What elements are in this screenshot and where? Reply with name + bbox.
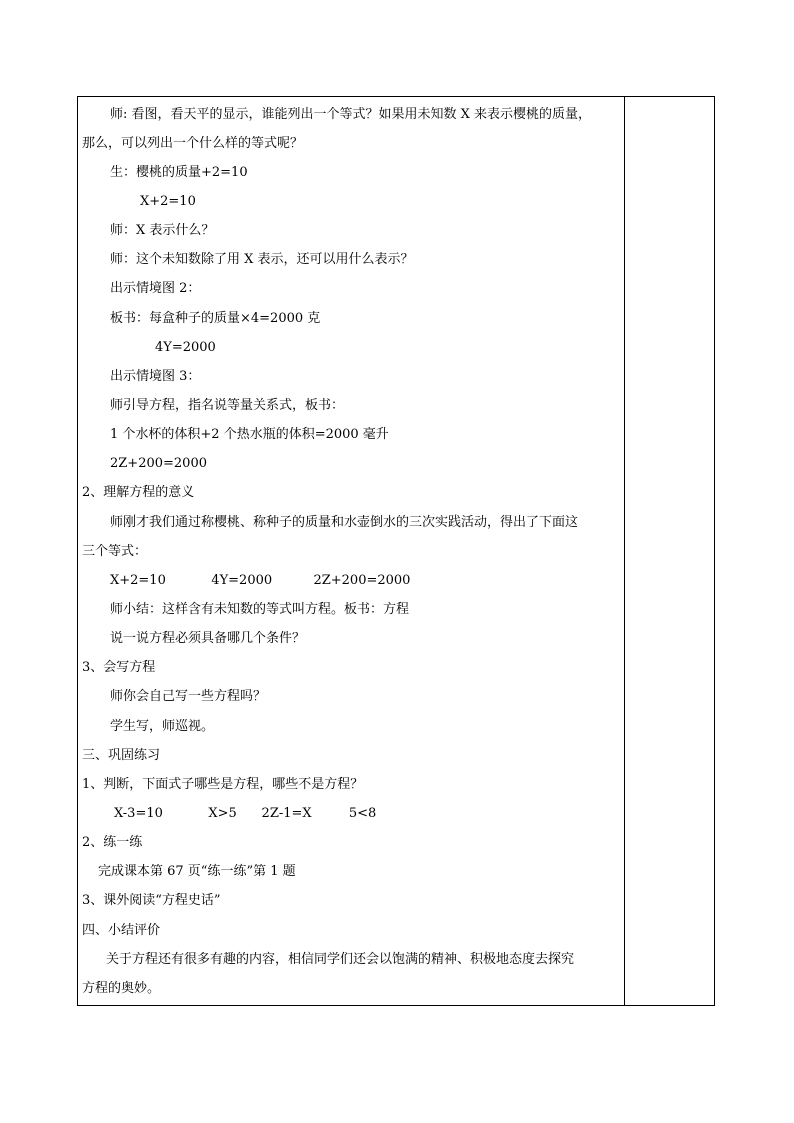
text-line: 师刚才我们通过称樱桃、称种子的质量和水壶倒水的三次实践活动，得出了下面这 xyxy=(110,515,579,530)
text-line: 方程的奥妙。 xyxy=(82,981,161,996)
section-heading: 3、会写方程 xyxy=(82,660,156,675)
text-line: 板书：每盒种子的质量×4=2000 克 xyxy=(110,311,321,326)
text-line: 1 个水杯的体积+2 个热水瓶的体积=2000 毫升 xyxy=(110,427,389,442)
text-line: 出示情境图 3： xyxy=(110,369,201,384)
section-heading: 3、课外阅读“方程史话” xyxy=(82,893,221,908)
text-line: 师：这个未知数除了用 X 表示，还可以用什么表示？ xyxy=(110,252,414,267)
section-heading: 2、理解方程的意义 xyxy=(82,485,195,500)
text-line: X-3=10 X>5 2Z-1=X 5<8 xyxy=(114,806,377,821)
text-line: 师: 看图，看天平的显示，谁能列出一个等式？如果用未知数 X 来表示樱桃的质量， xyxy=(110,107,592,122)
text-line: 说一说方程必须具备哪几个条件？ xyxy=(110,631,306,646)
text-line: 三个等式： xyxy=(82,544,148,559)
section-heading: 四、小结评价 xyxy=(82,923,161,938)
text-line: 出示情境图 2： xyxy=(110,281,201,296)
text-line: 师：X 表示什么？ xyxy=(110,223,215,238)
text-line: X+2=10 4Y=2000 2Z+200=2000 xyxy=(110,573,411,588)
text-line: 完成课本第 67 页“练一练”第 1 题 xyxy=(98,864,296,879)
text-line: 那么，可以列出一个什么样的等式呢？ xyxy=(82,136,304,151)
text-line: X+2=10 xyxy=(140,194,196,209)
column-divider xyxy=(624,97,625,1005)
text-line: 生：樱桃的质量+2=10 xyxy=(110,165,248,180)
section-heading: 2、练一练 xyxy=(82,835,143,850)
text-line: 4Y=2000 xyxy=(155,340,216,355)
text-line: 学生写，师巡视。 xyxy=(110,719,215,734)
text-line: 师引导方程，指名说等量关系式，板书： xyxy=(110,398,345,413)
text-line: 师小结：这样含有未知数的等式叫方程。板书：方程 xyxy=(110,602,410,617)
text-line: 师你会自己写一些方程吗？ xyxy=(110,689,267,704)
section-heading: 三、巩固练习 xyxy=(82,748,161,763)
text-line: 2Z+200=2000 xyxy=(110,456,207,471)
lesson-table xyxy=(77,96,715,1006)
section-heading: 1、判断，下面式子哪些是方程，哪些不是方程？ xyxy=(82,777,364,792)
text-line: 关于方程还有很多有趣的内容，相信同学们还会以饱满的精神、积极地态度去探究 xyxy=(106,952,575,967)
